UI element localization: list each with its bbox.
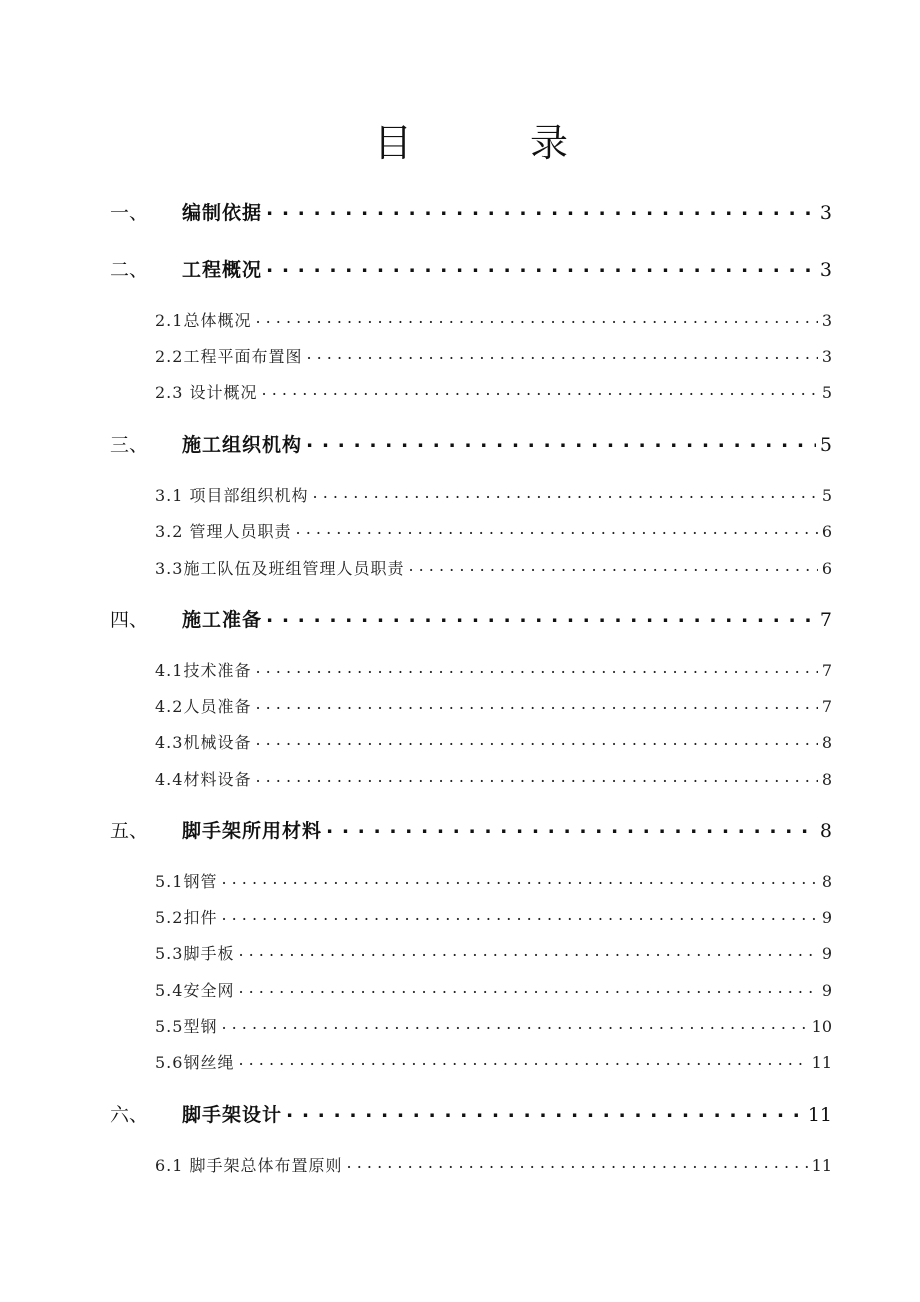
toc-entry-number: 三、 (110, 434, 149, 456)
toc-subentry[interactable] (155, 1051, 832, 1075)
toc-leader-dots (221, 907, 817, 923)
toc-subentry-label: 4.1技术准备 (155, 661, 252, 680)
toc-subentry-label: 5.6钢丝绳 (155, 1053, 235, 1072)
toc-leader-dots (238, 980, 817, 996)
toc-entry-page: 3 (819, 202, 832, 224)
toc-subentry-label: 3.3施工队伍及班组管理人员职责 (155, 559, 405, 578)
toc-leader-dots (255, 310, 817, 326)
toc-entry-number: 二、 (110, 259, 149, 281)
toc-subentry-page: 10 (811, 1017, 832, 1036)
toc-leader-dots (238, 943, 817, 959)
toc-subentry-label: 5.1钢管 (155, 872, 218, 891)
toc-subentry-label: 2.1总体概况 (155, 311, 252, 330)
toc-subentry-page: 6 (821, 522, 832, 541)
toc-entry[interactable] (110, 431, 832, 459)
toc-entry-label: 脚手架设计 (182, 1104, 283, 1126)
toc-subentry-page: 5 (821, 486, 832, 505)
toc-subentry-page: 8 (821, 733, 832, 752)
toc-leader-dots (238, 1052, 807, 1068)
toc-subentry[interactable] (155, 1154, 832, 1178)
toc-subentry-label: 3.2 管理人员职责 (155, 522, 292, 541)
toc-entry-page: 7 (819, 609, 832, 631)
toc-subentry[interactable] (155, 906, 832, 930)
toc-subentry-page: 5 (821, 383, 832, 402)
toc-subentry-page: 11 (811, 1053, 832, 1072)
toc-leader-dots (313, 485, 818, 501)
toc-leader-dots (286, 1102, 804, 1121)
toc-subentry[interactable] (155, 484, 832, 508)
toc-subentry[interactable] (155, 557, 832, 581)
toc-subentry[interactable] (155, 520, 832, 544)
toc-entry[interactable] (110, 606, 832, 634)
toc-subentry-page: 8 (821, 770, 832, 789)
toc-entry-label: 脚手架所用材料 (182, 820, 323, 842)
toc-title (0, 118, 920, 168)
toc-subentry-label: 2.2工程平面布置图 (155, 347, 303, 366)
toc-subentry[interactable] (155, 381, 832, 405)
toc-leader-dots (221, 1016, 807, 1032)
toc-leader-dots (255, 696, 817, 712)
toc-subentry-label: 4.4材料设备 (155, 770, 252, 789)
toc-leader-dots (266, 200, 816, 219)
toc-entry-number: 四、 (110, 609, 149, 631)
toc-subentry[interactable] (155, 870, 832, 894)
toc-subentry-page: 8 (821, 872, 832, 891)
toc-subentry-page: 9 (821, 944, 832, 963)
toc-entry-page: 8 (819, 820, 832, 842)
toc-subentry-label: 4.2人员准备 (155, 697, 252, 716)
toc-leader-dots (306, 432, 816, 451)
toc-entry-number: 一、 (110, 202, 149, 224)
toc-title-char: 目 (374, 121, 413, 165)
toc-entry[interactable] (110, 256, 832, 284)
toc-subentry[interactable] (155, 731, 832, 755)
toc-subentry-page: 3 (821, 347, 832, 366)
toc-subentry-page: 7 (821, 661, 832, 680)
toc-subentry-label: 6.1 脚手架总体布置原则 (155, 1156, 343, 1175)
toc-entry[interactable] (110, 817, 832, 845)
toc-subentry-page: 7 (821, 697, 832, 716)
toc-leader-dots (221, 871, 817, 887)
toc-leader-dots (306, 346, 817, 362)
toc-leader-dots (266, 257, 816, 276)
toc-subentry-label: 5.5型钢 (155, 1017, 218, 1036)
toc-subentry[interactable] (155, 345, 832, 369)
toc-leader-dots (262, 382, 818, 398)
toc-entry-page: 5 (819, 434, 832, 456)
toc-subentry-label: 5.4安全网 (155, 981, 235, 1000)
toc-leader-dots (347, 1155, 808, 1171)
toc-entry[interactable] (110, 199, 832, 227)
toc-leader-dots (326, 818, 816, 837)
toc-entry-label: 工程概况 (182, 259, 263, 281)
toc-leader-dots (255, 732, 817, 748)
toc-leader-dots (255, 769, 817, 785)
toc-entry[interactable] (110, 1101, 832, 1129)
toc-subentry[interactable] (155, 1015, 832, 1039)
toc-subentry[interactable] (155, 979, 832, 1003)
toc-leader-dots (266, 607, 816, 626)
toc-entry-page: 11 (807, 1104, 832, 1126)
toc-entry-number: 五、 (110, 820, 149, 842)
toc-subentry[interactable] (155, 695, 832, 719)
toc-entry-page: 3 (819, 259, 832, 281)
toc-entry-number: 六、 (110, 1104, 149, 1126)
toc-entry-label: 编制依据 (182, 202, 263, 224)
toc-entry-label: 施工准备 (182, 609, 263, 631)
toc-subentry-page: 9 (821, 981, 832, 1000)
toc-subentry-page: 3 (821, 311, 832, 330)
toc-subentry-page: 6 (821, 559, 832, 578)
toc-title-char: 录 (530, 121, 569, 165)
toc-subentry-label: 3.1 项目部组织机构 (155, 486, 309, 505)
toc-subentry-label: 5.3脚手板 (155, 944, 235, 963)
toc-leader-dots (408, 558, 817, 574)
toc-subentry-page: 9 (821, 908, 832, 927)
toc-leader-dots (296, 521, 818, 537)
toc-subentry[interactable] (155, 309, 832, 333)
toc-subentry-page: 11 (811, 1156, 832, 1175)
toc-leader-dots (255, 660, 817, 676)
toc-subentry[interactable] (155, 942, 832, 966)
toc-subentry-label: 5.2扣件 (155, 908, 218, 927)
toc-subentry[interactable] (155, 768, 832, 792)
toc-subentry-label: 2.3 设计概况 (155, 383, 258, 402)
toc-subentry-label: 4.3机械设备 (155, 733, 252, 752)
toc-subentry[interactable] (155, 659, 832, 683)
toc-entry-label: 施工组织机构 (182, 434, 303, 456)
